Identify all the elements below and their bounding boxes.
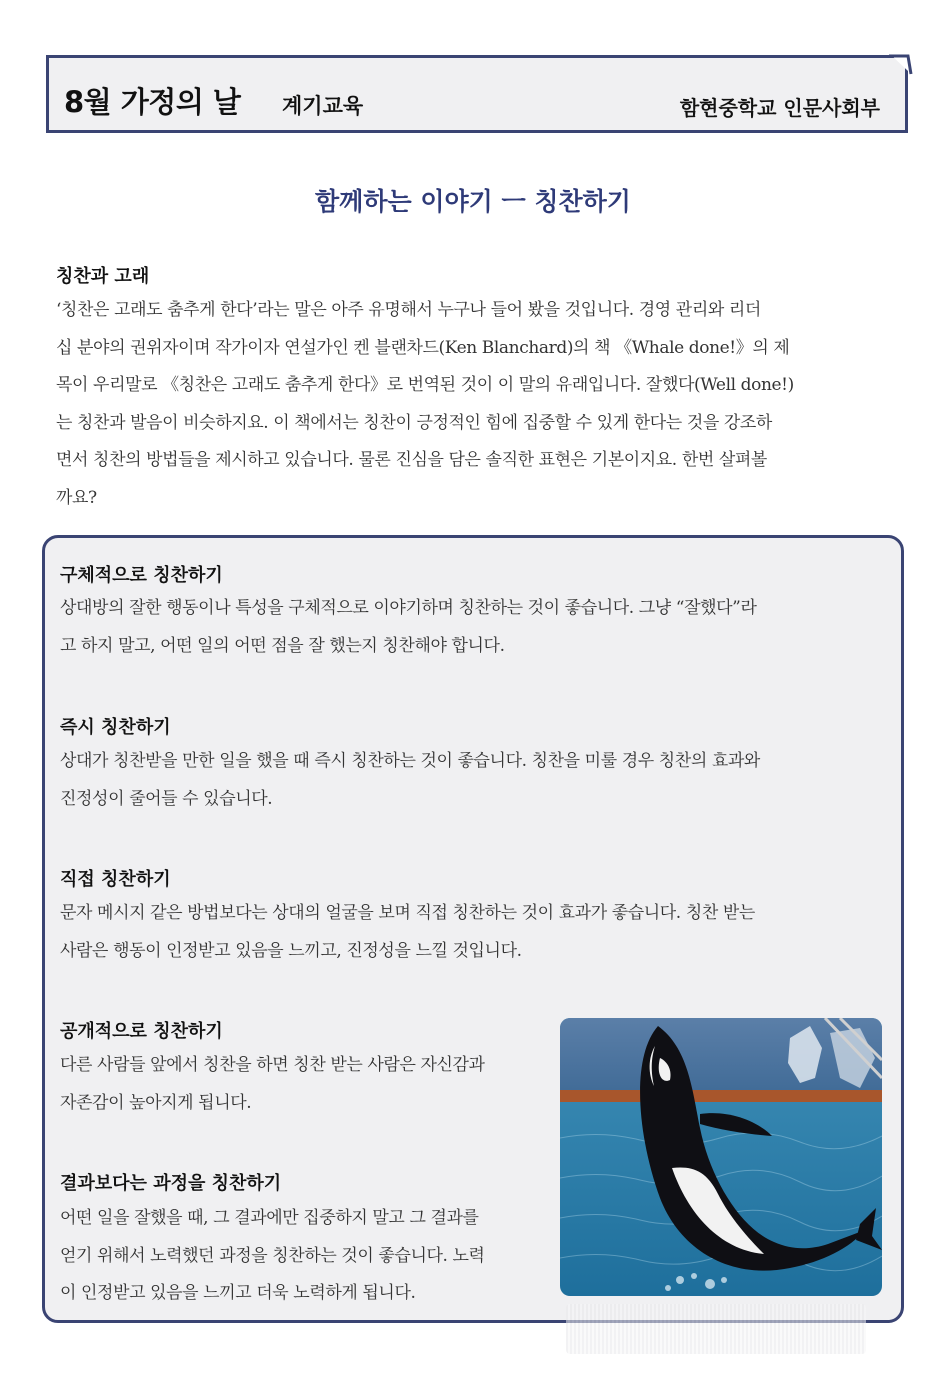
tip-line: 문자 메시지 같은 방법보다는 상대의 얼굴을 보며 직접 칭찬하는 것이 효과가 좋습니다. 칭찬 받는 bbox=[60, 903, 755, 923]
intro-line: ‘칭찬은 고래도 춤추게 한다’라는 말은 아주 유명해서 누구나 들어 봤을 것입니다. 경영 관리와 리더 bbox=[56, 300, 761, 320]
tip-line: 다른 사람들 앞에서 칭찬을 하면 칭찬 받는 사람은 자신감과 bbox=[60, 1055, 485, 1075]
tip-line: 이 인정받고 있음을 느끼고 더욱 노력하게 됩니다. bbox=[60, 1283, 416, 1303]
tip-paragraph bbox=[60, 1047, 560, 1122]
header-school: 함현중학교 인문사회부 bbox=[679, 96, 880, 120]
tip-line: 상대방의 잘한 행동이나 특성을 구체적으로 이야기하며 칭찬하는 것이 좋습니다. 그냥 “잘했다”라 bbox=[60, 598, 757, 618]
tip-paragraph bbox=[60, 743, 890, 818]
tip-line: 자존감이 높아지게 됩니다. bbox=[60, 1092, 252, 1113]
tip-line: 사람은 행동이 인정받고 있음을 느끼고, 진정성을 느낄 것입니다. bbox=[60, 940, 522, 961]
orca-jumping-photo bbox=[560, 1018, 882, 1296]
tip-line: 진정성이 줄어들 수 있습니다. bbox=[60, 788, 273, 809]
tip-line: 얻기 위해서 노력했던 과정을 칭찬하는 것이 좋습니다. 노력 bbox=[60, 1245, 485, 1266]
page-title: 함께하는 이야기 ㅡ 칭찬하기 bbox=[315, 187, 631, 216]
intro-line: 목이 우리말로 《칭찬은 고래도 춤추게 한다》로 번역된 것이 이 말의 유래입니다. 잘했다(Well done!) bbox=[56, 375, 794, 395]
intro-paragraph bbox=[56, 292, 896, 517]
header-subtitle: 계기교육 bbox=[282, 94, 364, 118]
tip-paragraph bbox=[60, 895, 890, 970]
tip-line: 어떤 일을 잘했을 때, 그 결과에만 집중하지 말고 그 결과를 bbox=[60, 1208, 479, 1228]
intro-line: 면서 칭찬의 방법들을 제시하고 있습니다. 물론 진심을 담은 솔직한 표현은 기본이지요. 한번 살펴볼 bbox=[56, 450, 767, 470]
intro-line: 십 분야의 권위자이며 작가이자 연설가인 켄 블랜차드(Ken Blanchard)의 책 《Whale done!》의 제 bbox=[56, 337, 790, 358]
tip-heading: 공개적으로 칭찬하기 bbox=[60, 1021, 223, 1042]
header-title: 8월 가정의 날 bbox=[64, 85, 241, 119]
tip-heading: 결과보다는 과정을 칭찬하기 bbox=[60, 1173, 282, 1194]
tip-heading: 직접 칭찬하기 bbox=[60, 869, 171, 890]
tip-paragraph bbox=[60, 590, 890, 665]
tip-paragraph bbox=[60, 1200, 560, 1313]
tip-line: 상대가 칭찬받을 만한 일을 했을 때 즉시 칭찬하는 것이 좋습니다. 칭찬을 미룰 경우 칭찬의 효과와 bbox=[60, 751, 760, 771]
tip-line: 고 하지 말고, 어떤 일의 어떤 점을 잘 했는지 칭찬해야 합니다. bbox=[60, 635, 505, 656]
tip-heading: 즉시 칭찬하기 bbox=[60, 717, 171, 738]
intro-heading: 칭찬과 고래 bbox=[56, 266, 150, 287]
header-corner-decoration bbox=[888, 52, 914, 78]
intro-line: 는 칭찬과 발음이 비슷하지요. 이 책에서는 칭찬이 긍정적인 힘에 집중할 수 있게 한다는 것을 강조하 bbox=[56, 412, 772, 433]
intro-line: 까요? bbox=[56, 487, 97, 508]
tip-heading: 구체적으로 칭찬하기 bbox=[60, 565, 223, 586]
photo-reflection bbox=[566, 1304, 866, 1354]
